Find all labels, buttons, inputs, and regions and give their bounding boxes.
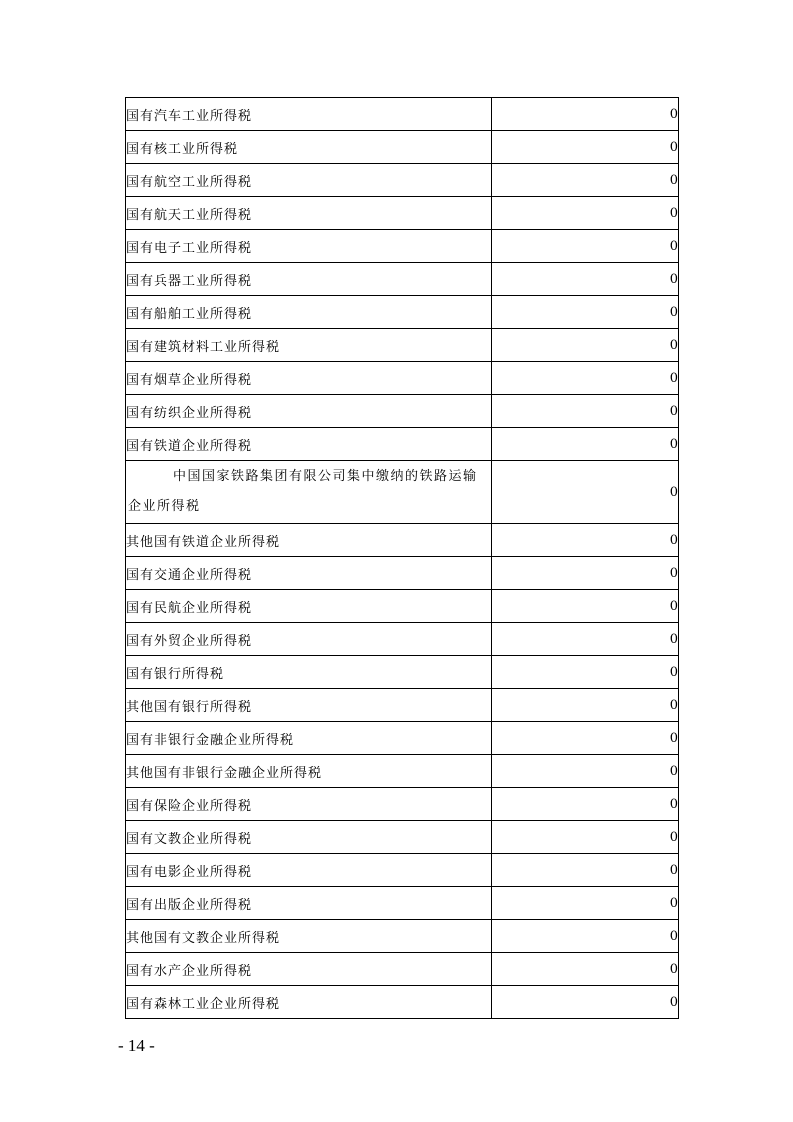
row-label: 国有交通企业所得税 xyxy=(126,557,492,590)
table-row xyxy=(126,788,679,821)
row-value: 0 xyxy=(492,428,679,461)
table-row xyxy=(126,854,679,887)
row-value: 0 xyxy=(492,197,679,230)
table-row xyxy=(126,230,679,263)
table-row xyxy=(126,656,679,689)
row-label: 国有外贸企业所得税 xyxy=(126,623,492,656)
table-row xyxy=(126,395,679,428)
row-label: 国有核工业所得税 xyxy=(126,131,492,164)
table-row xyxy=(126,263,679,296)
row-value: 0 xyxy=(492,656,679,689)
table-row xyxy=(126,953,679,986)
table-row xyxy=(126,755,679,788)
row-label: 其他国有文教企业所得税 xyxy=(126,920,492,953)
row-label: 中国国家铁路集团有限公司集中缴纳的铁路运输企业所得税 xyxy=(126,461,492,524)
row-value: 0 xyxy=(492,689,679,722)
row-value: 0 xyxy=(492,329,679,362)
table-row xyxy=(126,821,679,854)
row-value: 0 xyxy=(492,98,679,131)
row-value: 0 xyxy=(492,953,679,986)
row-label: 国有航空工业所得税 xyxy=(126,164,492,197)
row-label: 国有烟草企业所得税 xyxy=(126,362,492,395)
table-row xyxy=(126,524,679,557)
table-row xyxy=(126,920,679,953)
row-label: 国有电影企业所得税 xyxy=(126,854,492,887)
row-label: 其他国有非银行金融企业所得税 xyxy=(126,755,492,788)
row-value: 0 xyxy=(492,395,679,428)
page-number: - 14 - xyxy=(118,1036,155,1055)
table-row xyxy=(126,986,679,1019)
row-label: 国有民航企业所得税 xyxy=(126,590,492,623)
row-value: 0 xyxy=(492,296,679,329)
row-label: 国有建筑材料工业所得税 xyxy=(126,329,492,362)
row-value: 0 xyxy=(492,164,679,197)
row-value: 0 xyxy=(492,461,679,524)
table-row xyxy=(126,461,679,524)
table-row xyxy=(126,590,679,623)
row-value: 0 xyxy=(492,131,679,164)
row-value: 0 xyxy=(492,722,679,755)
row-label: 国有保险企业所得税 xyxy=(126,788,492,821)
table-row xyxy=(126,887,679,920)
row-value: 0 xyxy=(492,362,679,395)
table-row xyxy=(126,428,679,461)
row-label: 国有非银行金融企业所得税 xyxy=(126,722,492,755)
table-row xyxy=(126,197,679,230)
row-value: 0 xyxy=(492,755,679,788)
row-label: 国有水产企业所得税 xyxy=(126,953,492,986)
row-label: 国有电子工业所得税 xyxy=(126,230,492,263)
table-row xyxy=(126,689,679,722)
row-label: 其他国有银行所得税 xyxy=(126,689,492,722)
row-value: 0 xyxy=(492,557,679,590)
tax-revenue-table xyxy=(125,97,679,1019)
table-row xyxy=(126,557,679,590)
row-value: 0 xyxy=(492,788,679,821)
row-value: 0 xyxy=(492,524,679,557)
row-label: 国有银行所得税 xyxy=(126,656,492,689)
row-value: 0 xyxy=(492,854,679,887)
table-row xyxy=(126,296,679,329)
row-value: 0 xyxy=(492,887,679,920)
row-label: 国有兵器工业所得税 xyxy=(126,263,492,296)
row-value: 0 xyxy=(492,590,679,623)
row-label: 国有汽车工业所得税 xyxy=(126,98,492,131)
row-value: 0 xyxy=(492,230,679,263)
table-row xyxy=(126,131,679,164)
table-row xyxy=(126,362,679,395)
table-row xyxy=(126,329,679,362)
row-value: 0 xyxy=(492,986,679,1019)
row-label: 国有文教企业所得税 xyxy=(126,821,492,854)
row-label: 其他国有铁道企业所得税 xyxy=(126,524,492,557)
table-row xyxy=(126,164,679,197)
row-value: 0 xyxy=(492,623,679,656)
row-value: 0 xyxy=(492,263,679,296)
table-row xyxy=(126,722,679,755)
row-label: 国有铁道企业所得税 xyxy=(126,428,492,461)
row-label: 国有航天工业所得税 xyxy=(126,197,492,230)
row-label: 国有纺织企业所得税 xyxy=(126,395,492,428)
row-label: 国有森林工业企业所得税 xyxy=(126,986,492,1019)
row-label: 国有船舶工业所得税 xyxy=(126,296,492,329)
table-row xyxy=(126,98,679,131)
table-body xyxy=(126,98,679,1019)
table-row xyxy=(126,623,679,656)
row-label: 国有出版企业所得税 xyxy=(126,887,492,920)
row-value: 0 xyxy=(492,920,679,953)
row-value: 0 xyxy=(492,821,679,854)
